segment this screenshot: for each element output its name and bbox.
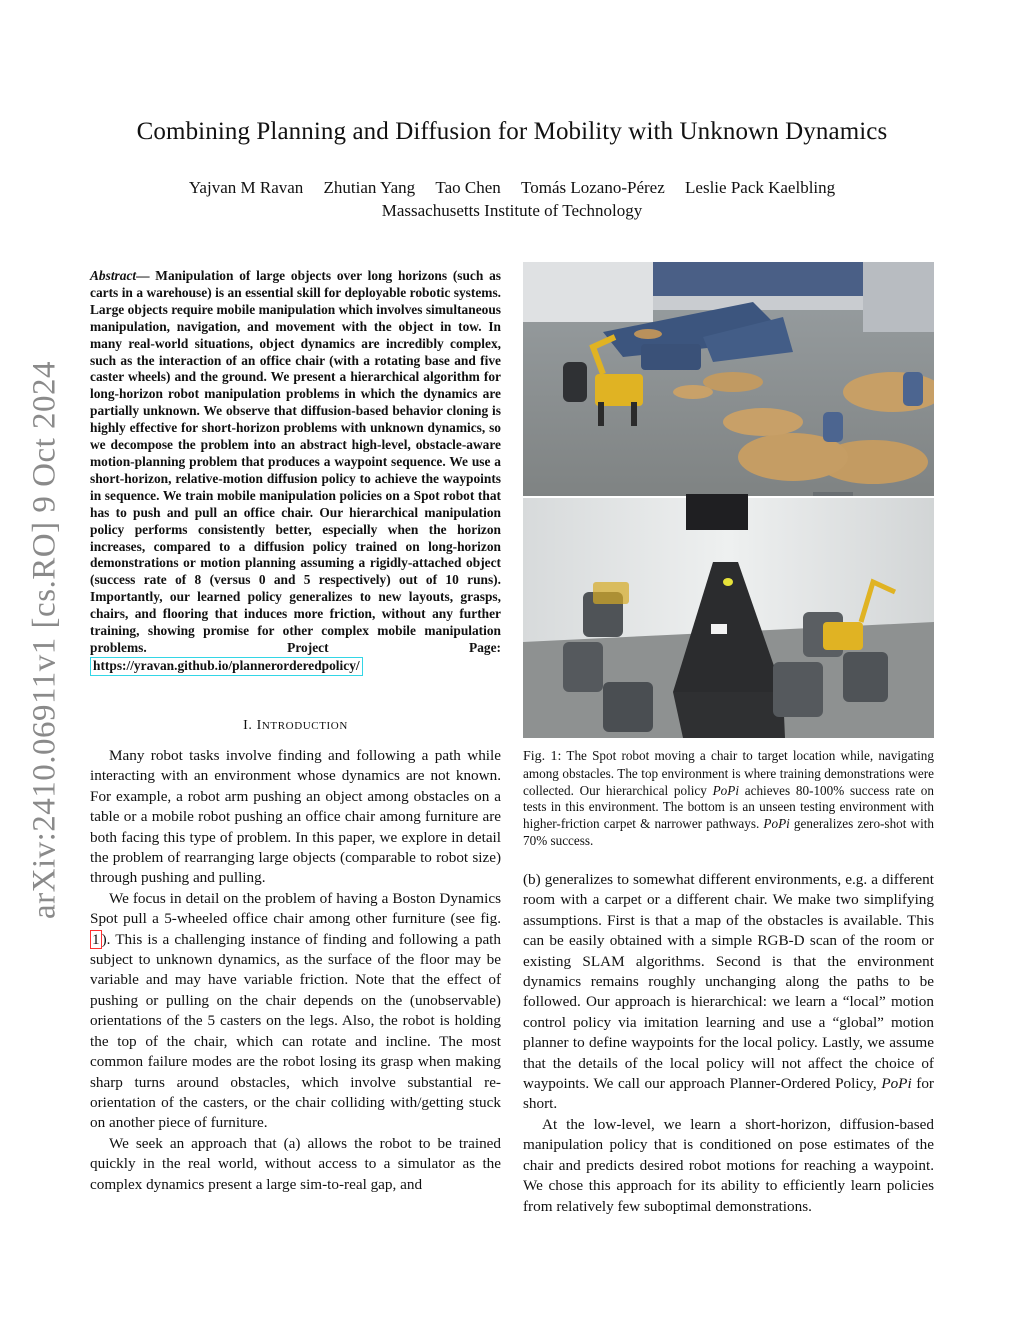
paragraph: Many robot tasks involve finding and following a path while interacting with an environment whose dynamics are not known. For example, a robot arm pushing an object among obstacles on a table or a mobile robot pushing an office chair among furniture are both facing this type of problem. In this paper, we explore in detail the problem of rearranging large objects (comparable to robot size) through pushing and pulling. [90,747,501,887]
left-column-body [90,746,501,1195]
paragraph [90,889,501,1134]
arxiv-watermark: arXiv:2410.06911v1 [cs.RO] 9 Oct 2024 [26,360,63,920]
caption-emphasis: PoPi [763,816,790,832]
section-number: I. [243,718,253,733]
paragraph-emphasis: PoPi [881,1075,912,1093]
section-title-rest: NTRODUCTION [261,720,348,732]
paragraph: We seek an approach that (a) allows the robot to be trained quickly in the real world, without access to a simulator as the complex dynamics present a large sim-to-real gap, and [90,1134,501,1193]
paragraph: At the low-level, we learn a short-horizon, diffusion-based manipulation policy that is conditioned on pose estimates of the chair and predicts desired robot motions for reaching a waypoint. We chose this approach for its ability to efficiently learn policies from relatively few suboptimal demonstrations. [523,1115,934,1215]
paper-title: Combining Planning and Diffusion for Mobility with Unknown Dynamics [136,118,888,145]
paragraph-text: ). This is a challenging instance of finding and following a path subject to unknown dynamics, as the surface of the floor may be variable and may have variable friction. Note that the effect of pushing or pulling on the chair depends on the (unobservable) orientations of the 5 casters on the legs. Also, the robot is holding the top of the chair, which can rotate and incline. The most common failure modes are the robot losing its grasp when making sharp turns around obstacles, which involve substantial re-orientation of the casters, or the chair colliding with/getting stuck on another piece of furniture. [90,930,501,1132]
author: Tomás Lozano-Pérez [521,178,665,197]
caption-label: Fig. 1: [523,749,562,764]
section-title-first: I [256,718,262,733]
author-list [0,178,1024,198]
section-heading [90,718,501,734]
figure-1-photos [523,262,934,738]
bottom-photo [523,494,934,738]
author: Yajvan M Ravan [188,178,304,197]
abstract-label: Abstract [90,268,137,283]
paragraph-text: (b) generalizes to somewhat different environments, e.g. a different room with a carpet or a different chair. We make two simplifying assumptions. First is that a map of the obstacles is available. This can be easily obtained with a simple RGB-D scan of the room or existing SLAM algorithms. Second is that the environment dynamics remains roughly unchanging along the paths to be followed. Our approach is hierarchical: we learn a “local” motion control policy via imitation learning and use a “global” motion planner to define waypoints for the local policy. Lastly, we assume that the details of the local policy will not affect the choice of waypoints. We call our approach Planner-Ordered Policy, [523,871,934,1093]
right-column-body [523,870,934,1217]
paragraph-text: We focus in detail on the problem of having a Boston Dynamics Spot pull a 5-wheeled office chair among other furniture (see fig. [90,889,501,928]
author: Leslie Pack Kaelbling [685,178,836,197]
top-photo [523,262,934,496]
abstract-text: — Manipulation of large objects over long horizons (such as carts in a warehouse) is an essential skill for deployable robotic systems. Large objects require mobile manipulation which involves simultaneous manipulation, navigation, and movement with the object in tow. In many real-world situations, object dynamics are incredibly complex, such as the interaction of an office chair (with a rotating base and five caster wheels) and the ground. We present a hierarchical algorithm for long-horizon robot manipulation problems in which the dynamics are partially unknown. We observe that diffusion-based behavior cloning is highly effective for short-horizon problems with unknown dynamics, so we decompose the problem into an abstract high-level, obstacle-aware motion-planning problem that produces a waypoint sequence. We use a short-horizon, relative-motion diffusion policy to achieve the waypoints in sequence. We train mobile manipulation policies on a Spot robot that has to push and pull an office chair. Our hierarchical manipulation policy performs consistently better, especially when the horizon increases, compared to a diffusion policy trained on long-horizon demonstrations or motion planning assuming a rigidly-attached object (success rate of 8 (versus 0 and 5 respectively) out of 10 runs). Importantly, our learned policy generalizes to new layouts, grasps, chairs, and flooring that induces more friction, without any further training, showing promise for other complex mobile manipulation problems. Project Page: [90,268,501,655]
project-page-link[interactable]: https://yravan.github.io/plannerorderedpolicy/ [90,657,363,676]
caption-text: The Spot robot moving a chair to target location while, navigating among obstacles. The top environment is where training demonstrations were collected. Our hierarchical policy [523,748,934,798]
figure-caption [523,748,934,850]
paragraph-text: for short. [523,1075,934,1113]
author: Tao Chen [435,178,501,197]
figure-reference-link[interactable]: 1 [92,930,100,948]
caption-emphasis: PoPi [712,782,739,798]
author: Zhutian Yang [323,178,416,197]
affiliation: Massachusetts Institute of Technology [381,201,643,220]
paragraph [523,870,934,1115]
abstract [90,268,501,676]
caption-text: generalizes zero-shot with 70% success. [523,816,934,848]
caption-text: achieves 80-100% success rate on tests in this environment. The bottom is an unseen testing environment with higher-friction carpet & narrower pathways. [523,782,934,832]
